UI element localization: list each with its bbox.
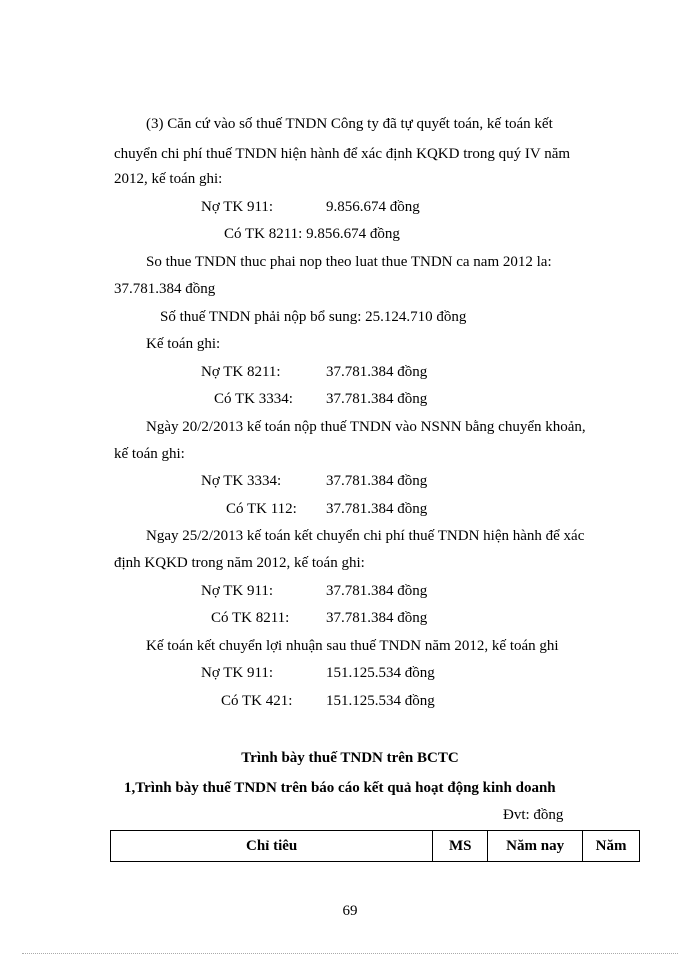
- section-title: Trình bày thuế TNDN trên BCTC: [241, 750, 459, 766]
- table-header-cell: Năm: [583, 831, 640, 862]
- table-header-cell: Năm nay: [488, 831, 583, 862]
- entry-credit-account: Có TK 8211:: [211, 610, 290, 626]
- paragraph-line: Ngày 20/2/2013 kế toán nộp thuế TNDN vào NSNN bằng chuyển khoản,: [146, 419, 586, 435]
- entry-debit-account: Nợ TK 3334:: [201, 473, 282, 489]
- entry-debit-amount: 37.781.384 đồng: [326, 364, 428, 380]
- paragraph-line: Ngay 25/2/2013 kế toán kết chuyển chi phí thuế TNDN hiện hành để xác: [146, 528, 585, 544]
- table-header-row: [111, 831, 640, 862]
- entry-debit-amount: 9.856.674 đồng: [326, 199, 420, 215]
- entry-credit-amount: 37.781.384 đồng: [326, 610, 428, 626]
- paragraph-line: 37.781.384 đồng: [114, 281, 216, 297]
- entry-debit-account: Nợ TK 911:: [201, 665, 274, 681]
- page-number: 69: [342, 903, 358, 919]
- table-header-cell: MS: [433, 831, 488, 862]
- paragraph-line: Kế toán kết chuyển lợi nhuận sau thuế TNDN năm 2012, kế toán ghi: [146, 638, 559, 654]
- entry-credit-line: Có TK 8211: 9.856.674 đồng: [224, 226, 400, 242]
- paragraph-line: chuyển chi phí thuế TNDN hiện hành để xác định KQKD trong quý IV năm: [114, 146, 571, 162]
- paragraph-line: kế toán ghi:: [114, 446, 185, 462]
- table-header-cell: Chỉ tiêu: [111, 831, 433, 862]
- entry-credit-amount: 37.781.384 đồng: [326, 501, 428, 517]
- entry-credit-account: Có TK 112:: [226, 501, 297, 517]
- paragraph-line: So thue TNDN thuc phai nop theo luat thue TNDN ca nam 2012 la:: [146, 254, 552, 270]
- entry-credit-amount: 37.781.384 đồng: [326, 391, 428, 407]
- paragraph-line: (3) Căn cứ vào số thuế TNDN Công ty đã tự quyết toán, kế toán kết: [146, 116, 553, 132]
- paragraph-line: định KQKD trong năm 2012, kế toán ghi:: [114, 555, 365, 571]
- entry-credit-account: Có TK 3334:: [214, 391, 293, 407]
- entry-debit-account: Nợ TK 8211:: [201, 364, 281, 380]
- bctc-table: [110, 830, 640, 862]
- entry-debit-amount: 151.125.534 đồng: [326, 665, 435, 681]
- entry-credit-amount: 151.125.534 đồng: [326, 693, 435, 709]
- entry-credit-account: Có TK 421:: [221, 693, 293, 709]
- entry-debit-amount: 37.781.384 đồng: [326, 583, 428, 599]
- unit-label: Đvt: đồng: [503, 807, 564, 823]
- entry-debit-account: Nợ TK 911:: [201, 199, 274, 215]
- entry-debit-amount: 37.781.384 đồng: [326, 473, 428, 489]
- paragraph-line: Số thuế TNDN phải nộp bổ sung: 25.124.710 đồng: [160, 309, 467, 325]
- page-bottom-divider: [22, 953, 678, 954]
- paragraph-line: Kế toán ghi:: [146, 336, 221, 352]
- subsection-title: 1,Trình bày thuế TNDN trên báo cáo kết quả hoạt động kinh doanh: [124, 780, 556, 796]
- paragraph-line: 2012, kế toán ghi:: [114, 171, 223, 187]
- entry-debit-account: Nợ TK 911:: [201, 583, 274, 599]
